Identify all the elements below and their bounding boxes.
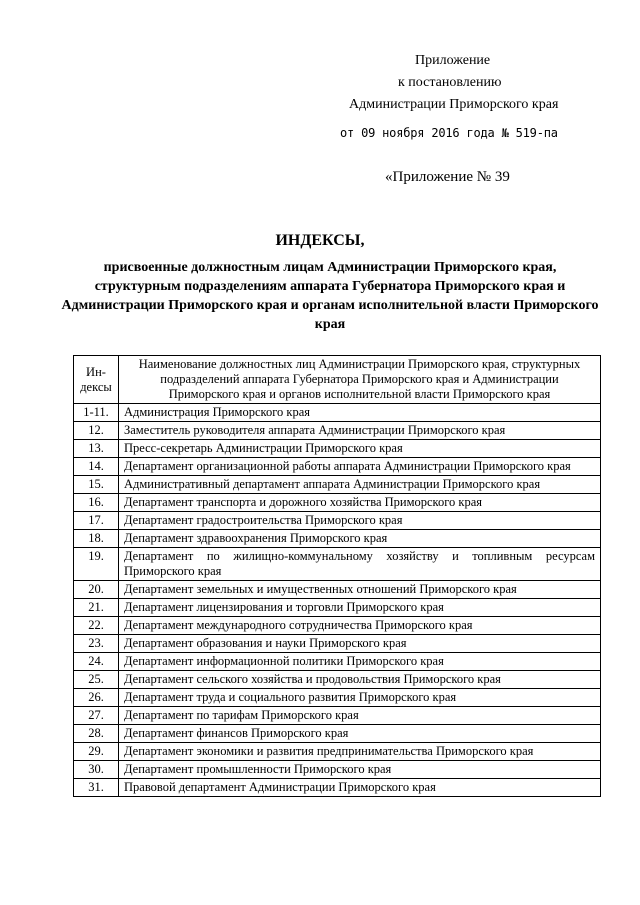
- row-index: 1-11.: [74, 404, 119, 422]
- table-row: [74, 476, 601, 494]
- row-name: Департамент по тарифам Приморского края: [119, 707, 601, 725]
- row-index: 19.: [74, 548, 119, 581]
- table-row: [74, 653, 601, 671]
- row-name: Пресс-секретарь Администрации Приморского края: [119, 440, 601, 458]
- column-header-name: Наименование должностных лиц Администрации Приморского края, структурных подразделений аппарата Губернатора Приморского края и Администрации Приморского края и органов исполнительной власти Приморского края: [119, 356, 601, 404]
- resolution-date-number: от 09 ноября 2016 года № 519-па: [340, 126, 558, 140]
- table-row: [74, 440, 601, 458]
- row-name: Правовой департамент Администрации Приморского края: [119, 779, 601, 797]
- row-index: 25.: [74, 671, 119, 689]
- table-row: [74, 581, 601, 599]
- document-subtitle: присвоенные должностным лицам Администрации Приморского края, структурным подразделениям аппарата Губернатора Приморского края и Администрации Приморского края и органам исполнительной власти Приморского края: [61, 260, 599, 332]
- table-row: [74, 494, 601, 512]
- row-index: 24.: [74, 653, 119, 671]
- row-name: Департамент здравоохранения Приморского края: [119, 530, 601, 548]
- row-index: 29.: [74, 743, 119, 761]
- table-row: [74, 548, 601, 581]
- row-name: Департамент по жилищно-коммунальному хозяйству и топливным ресурсам Приморского края: [119, 548, 601, 581]
- table-row: [74, 635, 601, 653]
- table-row: [74, 671, 601, 689]
- row-index: 16.: [74, 494, 119, 512]
- row-name: Департамент международного сотрудничества Приморского края: [119, 617, 601, 635]
- appendix-label: Приложение: [415, 53, 491, 68]
- row-index: 15.: [74, 476, 119, 494]
- row-name: Департамент труда и социального развития Приморского края: [119, 689, 601, 707]
- table-row: [74, 404, 601, 422]
- table-body: [74, 404, 601, 797]
- row-index: 27.: [74, 707, 119, 725]
- table-row: [74, 689, 601, 707]
- indexes-table: [73, 355, 601, 797]
- table-header-row: [74, 356, 601, 404]
- table-row: [74, 725, 601, 743]
- row-name: Департамент финансов Приморского края: [119, 725, 601, 743]
- table-row: [74, 707, 601, 725]
- table-row: [74, 512, 601, 530]
- table-row: [74, 743, 601, 761]
- table-row: [74, 458, 601, 476]
- row-name: Департамент сельского хозяйства и продовольствия Приморского края: [119, 671, 601, 689]
- table-row: [74, 617, 601, 635]
- row-name: Департамент организационной работы аппарата Администрации Приморского края: [119, 458, 601, 476]
- row-name: Департамент земельных и имущественных отношений Приморского края: [119, 581, 601, 599]
- row-name: Департамент информационной политики Приморского края: [119, 653, 601, 671]
- row-name: Департамент градостроительства Приморского края: [119, 512, 601, 530]
- row-name: Департамент промышленности Приморского края: [119, 761, 601, 779]
- row-index: 26.: [74, 689, 119, 707]
- row-index: 30.: [74, 761, 119, 779]
- row-index: 20.: [74, 581, 119, 599]
- row-name: Департамент транспорта и дорожного хозяйства Приморского края: [119, 494, 601, 512]
- row-index: 12.: [74, 422, 119, 440]
- row-index: 18.: [74, 530, 119, 548]
- row-index: 22.: [74, 617, 119, 635]
- row-index: 21.: [74, 599, 119, 617]
- table-row: [74, 779, 601, 797]
- row-index: 23.: [74, 635, 119, 653]
- column-header-index: Ин-дексы: [74, 356, 119, 404]
- row-name: Административный департамент аппарата Администрации Приморского края: [119, 476, 601, 494]
- row-name: Администрация Приморского края: [119, 404, 601, 422]
- to-resolution-label: к постановлению: [398, 75, 502, 90]
- row-index: 28.: [74, 725, 119, 743]
- row-name: Департамент образования и науки Приморского края: [119, 635, 601, 653]
- row-name: Департамент лицензирования и торговли Приморского края: [119, 599, 601, 617]
- row-index: 14.: [74, 458, 119, 476]
- row-name: Департамент экономики и развития предпринимательства Приморского края: [119, 743, 601, 761]
- table-row: [74, 530, 601, 548]
- appendix-number: «Приложение № 39: [385, 169, 510, 185]
- row-index: 13.: [74, 440, 119, 458]
- row-name: Заместитель руководителя аппарата Администрации Приморского края: [119, 422, 601, 440]
- table-row: [74, 422, 601, 440]
- row-index: 31.: [74, 779, 119, 797]
- row-index: 17.: [74, 512, 119, 530]
- document-title: ИНДЕКСЫ,: [275, 232, 365, 249]
- table-row: [74, 599, 601, 617]
- administration-label: Администрации Приморского края: [349, 97, 559, 112]
- table-row: [74, 761, 601, 779]
